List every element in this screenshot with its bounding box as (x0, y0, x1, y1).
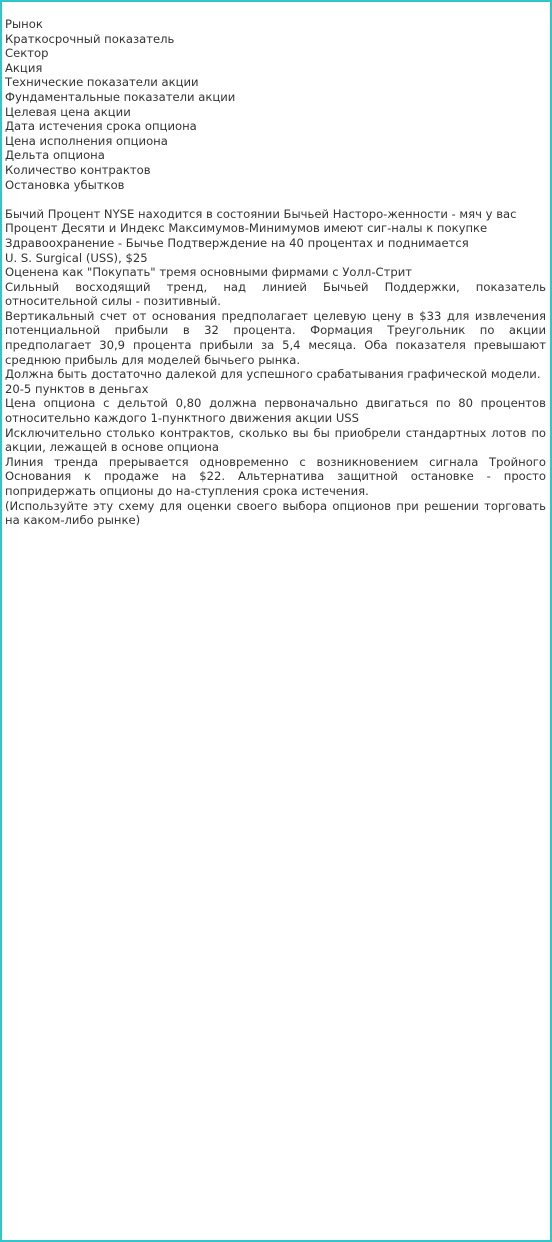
answer-target: Вертикальный счет от основания предполагает целевую цену в $33 для извлечения потенциальной прибыли в 32 процента. Формация Треугольник по акции предполагает 30,9 процента прибыли за 5,4 месяца. Оба показателя превышают среднюю прибыль для моделей бычьего рынка. (5, 308, 546, 367)
answers-block (5, 207, 546, 528)
label-target-price: Целевая цена акции (5, 104, 131, 119)
answer-rating: Оценена как "Покупать" тремя основными фирмами с Уолл-Стрит (5, 265, 412, 280)
usage-note: (Используйте эту схему для оценки своего выбора опционов при решении торговать на каком-либо рынке) (5, 498, 546, 528)
label-stop-loss: Остановка убытков (5, 177, 125, 192)
answer-expiration: Должна быть достаточно далекой для успешного срабатывания графической модели. (5, 367, 541, 382)
answer-sector: Здравоохранение - Бычье Подтверждение на 40 процентах и поднимается (5, 235, 469, 250)
document-body (5, 17, 546, 528)
label-contract-count: Количество контрактов (5, 162, 151, 177)
label-stock-technicals: Технические показатели акции (5, 75, 199, 90)
field-label-list (5, 17, 546, 192)
label-strike-price: Цена исполнения опциона (5, 133, 168, 148)
answer-stop-loss: Линия тренда прерывается одновременно с возникновением сигнала Тройного Основания к продаже на $22. Альтернатива защитной остановке - просто попридержать опционы до на-ступления срока истечения. (5, 454, 546, 498)
answer-market: Бычий Процент NYSE находится в состоянии Бычьей Насторо-женности - мяч у вас (5, 206, 517, 221)
label-stock: Акция (5, 60, 43, 75)
answer-short-term-indicator: Процент Десяти и Индекс Максимумов-Минимумов имеют сиг-налы к покупке (5, 221, 488, 236)
label-option-expiration: Дата истечения срока опциона (5, 119, 197, 134)
answer-stock: U. S. Surgical (USS), $25 (5, 250, 148, 265)
answer-delta: Цена опциона с дельтой 0,80 должна первоначально двигаться по 80 процентов относительно каждого 1-пунктного движения акции USS (5, 396, 546, 426)
spacer (5, 192, 546, 207)
label-short-term-indicator: Краткосрочный показатель (5, 31, 175, 46)
label-option-delta: Дельта опциона (5, 148, 105, 163)
answer-contracts: Исключительно столько контрактов, сколько вы бы приобрели стандартных лотов по акции, лежащей в основе опциона (5, 425, 546, 455)
label-sector: Сектор (5, 46, 49, 61)
answer-technicals: Сильный восходящий тренд, над линией Бычьей Поддержки, показатель относительной силы - позитивный. (5, 279, 546, 309)
answer-strike: 20-5 пунктов в деньгах (5, 381, 149, 396)
label-stock-fundamentals: Фундаментальные показатели акции (5, 89, 236, 104)
label-market: Рынок (5, 17, 43, 31)
